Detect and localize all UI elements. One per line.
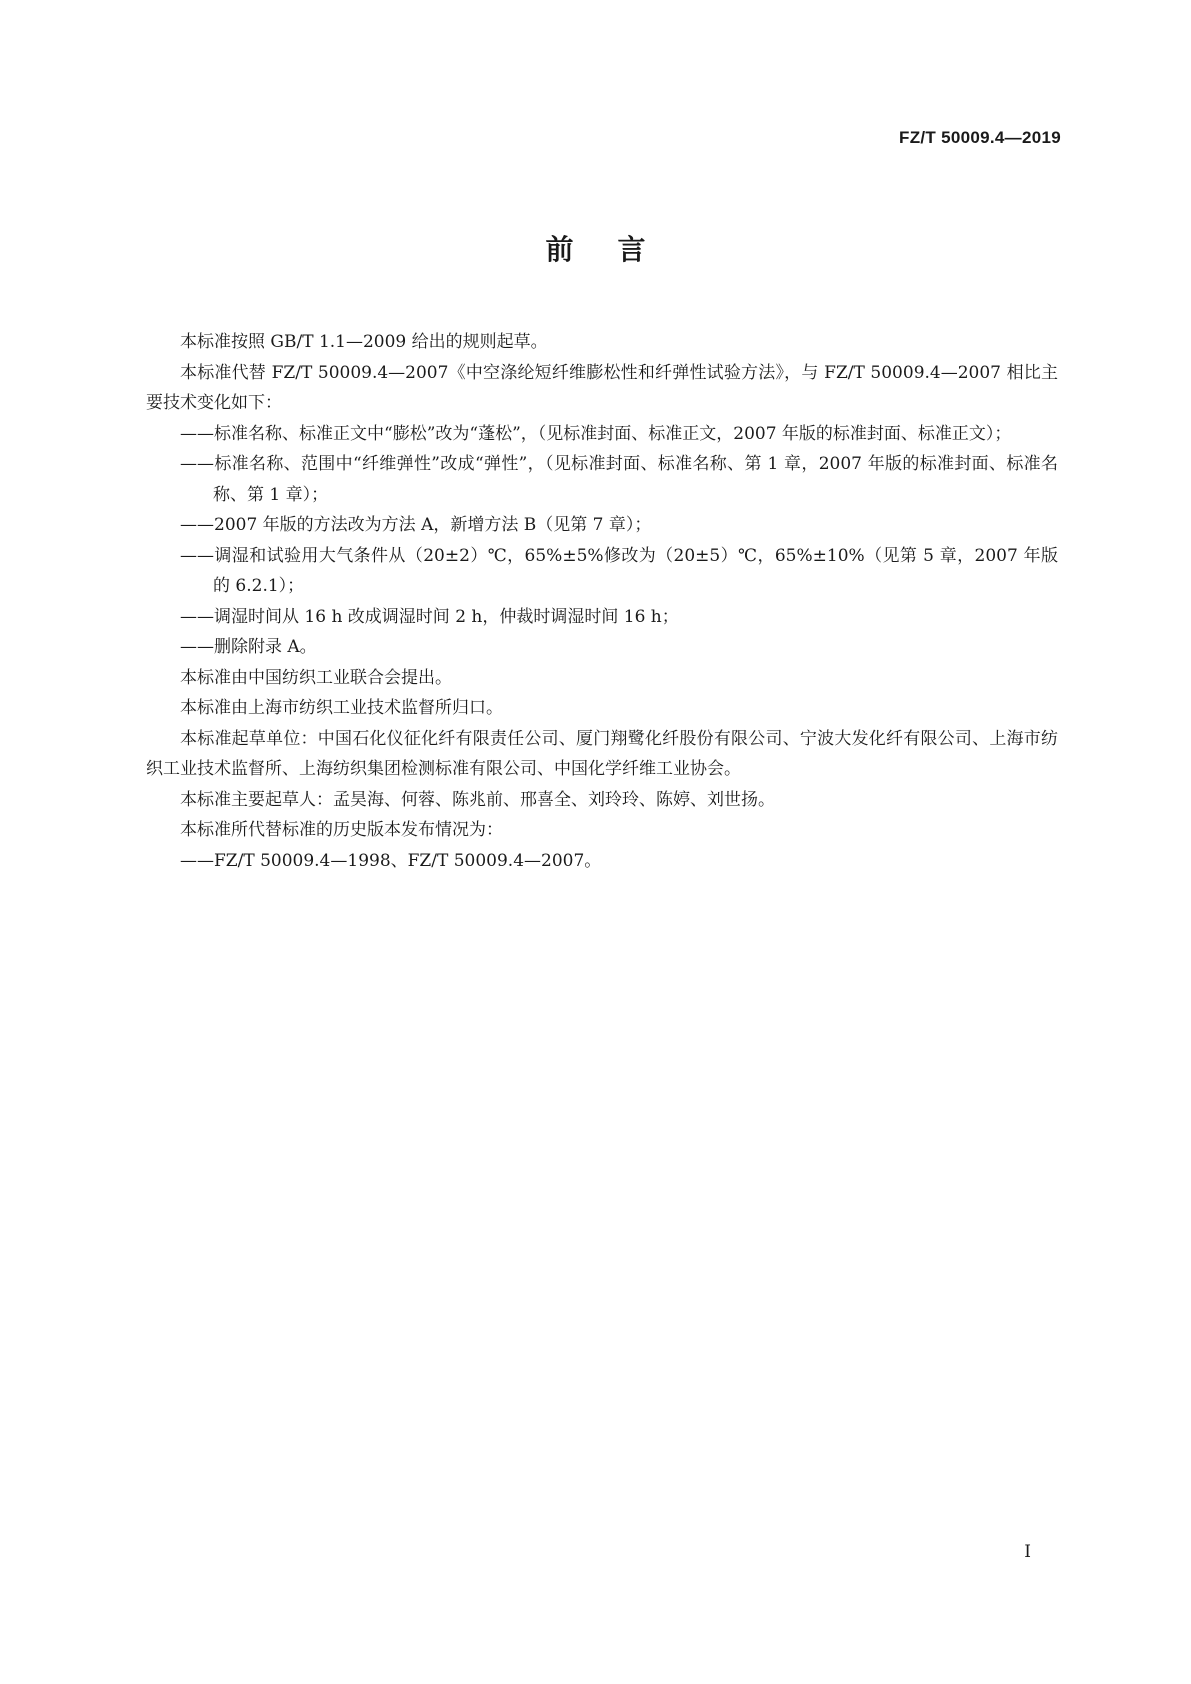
- change-item: ——2007 年版的方法改为方法 A，新增方法 B（见第 7 章）；: [180, 515, 652, 535]
- change-item: ——调湿时间从 16 h 改成调湿时间 2 h，仲裁时调湿时间 16 h；: [180, 606, 679, 627]
- paragraph-drafting-units: 本标准起草单位：中国石化仪征化纤有限责任公司、厦门翔鹭化纤股份有限公司、宁波大发化纤有限公司、上海市纺织工业技术监督所、上海纺织集团检测标准有限公司、中国化学纤维工业协会。: [146, 728, 1058, 779]
- paragraph-administrator: 本标准由上海市纺织工业技术监督所归口。: [180, 698, 503, 718]
- paragraph-proposer: 本标准由中国纺织工业联合会提出。: [180, 667, 452, 688]
- change-item: ——标准名称、范围中“纤维弹性”改成“弹性”，（见标准封面、标准名称、第 1 章，2007 年版的标准封面、标准名称、第 1 章）；: [180, 454, 1058, 505]
- paragraph-replacement: 本标准代替 FZ/T 50009.4—2007《中空涤纶短纤维膨松性和纤弹性试验方法》，与 FZ/T 50009.4—2007 相比主要技术变化如下：: [146, 362, 1058, 413]
- page-title: 前言: [545, 233, 690, 266]
- change-item: ——删除附录 A。: [180, 637, 317, 657]
- document-body: [146, 327, 1058, 876]
- paragraph-drafting-rules: 本标准按照 GB/T 1.1—2009 给出的规则起草。: [180, 332, 548, 352]
- standard-code: FZ/T 50009.4—2019: [899, 128, 1061, 147]
- change-item: ——标准名称、标准正文中“膨松”改为“蓬松”，（见标准封面、标准正文，2007 年版的标准封面、标准正文）；: [180, 423, 1012, 444]
- page-number: I: [1024, 1542, 1031, 1562]
- paragraph-drafters: 本标准主要起草人：孟昊海、何蓉、陈兆前、邢喜全、刘玲玲、陈婷、刘世扬。: [180, 789, 775, 810]
- change-item: ——调湿和试验用大气条件从（20±2）℃，65%±5%修改为（20±5）℃，65%±10%（见第 5 章，2007 年版的 6.2.1）；: [180, 545, 1058, 596]
- history-item: ——FZ/T 50009.4—1998、FZ/T 50009.4—2007。: [180, 850, 602, 871]
- paragraph-history-intro: 本标准所代替标准的历史版本发布情况为：: [180, 820, 503, 840]
